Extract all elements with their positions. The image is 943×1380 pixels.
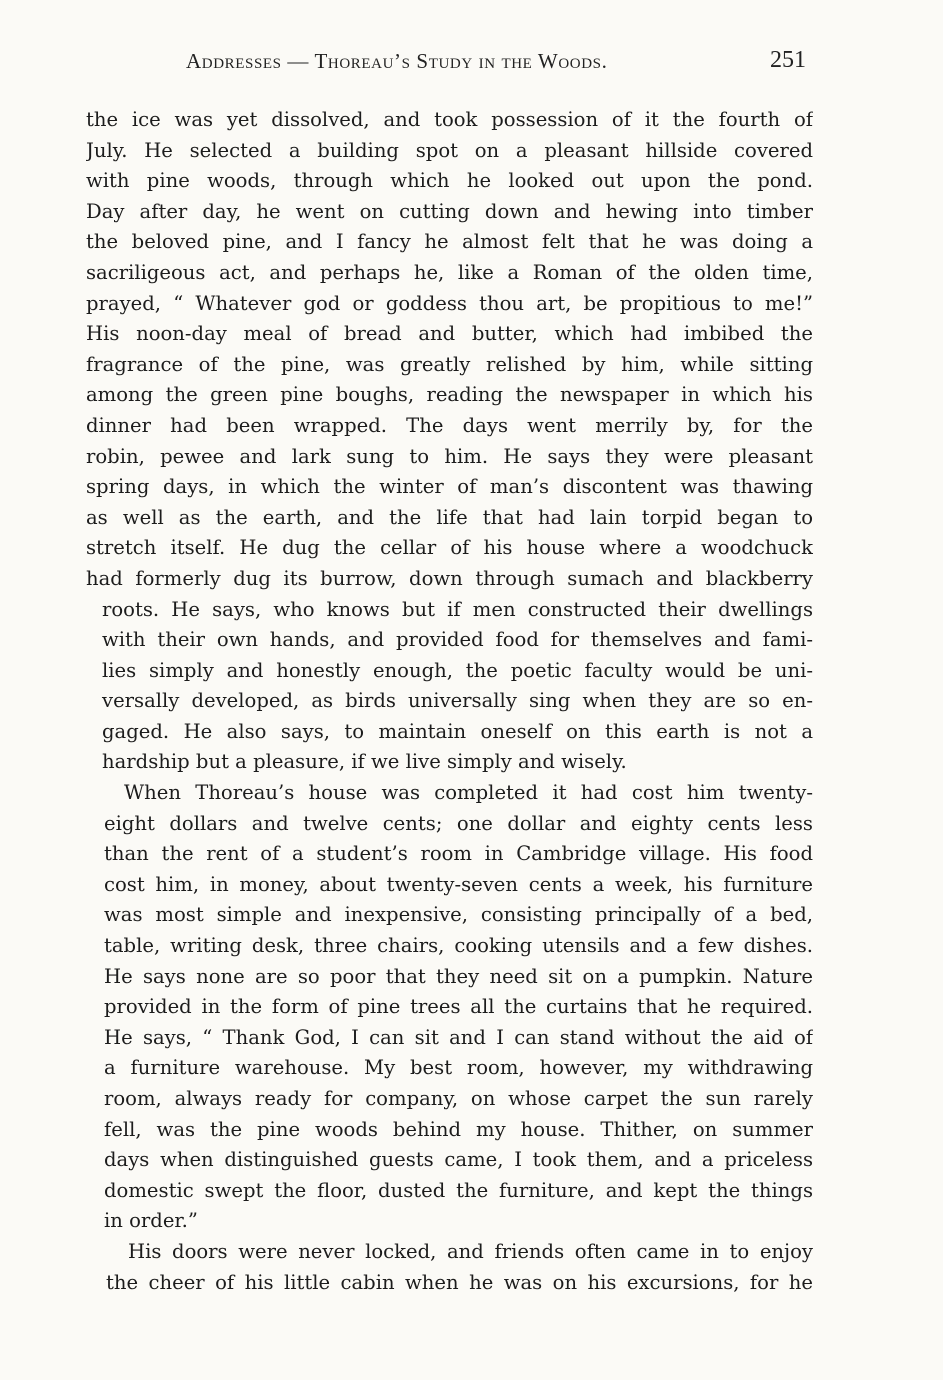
text-line: in order.” [104, 1209, 198, 1233]
text-line: domestic swept the floor, dusted the furniture, and kept the things [104, 1178, 813, 1202]
text-line: days when distinguished guests came, I took them, and a priceless [104, 1148, 813, 1172]
text-line: table, writing desk, three chairs, cooking utensils and a few dishes. [104, 934, 813, 958]
text-line: was most simple and inexpensive, consisting principally of a bed, [104, 903, 813, 927]
text-line: stretch itself. He dug the cellar of his house where a woodchuck [86, 536, 813, 560]
text-line: fragrance of the pine, was greatly relished by him, while sitting [86, 352, 813, 376]
text-line: gaged. He also says, to maintain oneself on this earth is not a [102, 719, 813, 743]
text-line: robin, pewee and lark sung to him. He says they were pleasant [86, 444, 813, 468]
text-line: provided in the form of pine trees all the curtains that he required. [104, 995, 813, 1019]
text-line: prayed, “ Whatever god or goddess thou art, be propitious to me!” [86, 291, 813, 315]
text-line: the ice was yet dissolved, and took possession of it the fourth of [86, 108, 813, 131]
text-line: as well as the earth, and the life that had lain torpid began to [86, 505, 813, 529]
text-line: He says, “ Thank God, I can sit and I can stand without the aid of [104, 1025, 813, 1049]
text-line: dinner had been wrapped. The days went merrily by, for the [86, 413, 813, 437]
paragraph [86, 105, 813, 778]
text-line: sacriligeous act, and perhaps he, like a Roman of the olden time, [86, 260, 813, 284]
text-line: He says none are so poor that they need sit on a pumpkin. Nature [104, 964, 813, 988]
text-line: cost him, in money, about twenty-seven cents a week, his furniture [104, 872, 813, 896]
text-line: among the green pine boughs, reading the newspaper in which his [86, 383, 813, 407]
text-line: the cheer of his little cabin when he was on his excursions, for he [106, 1270, 813, 1294]
page-number: 251 [770, 47, 806, 73]
text-line: lies simply and honestly enough, the poetic faculty would be uni- [102, 658, 813, 682]
text-line: the beloved pine, and I fancy he almost felt that he was doing a [86, 230, 813, 254]
text-line: hardship but a pleasure, if we live simply and wisely. [102, 750, 627, 774]
text-line: room, always ready for company, on whose carpet the sun rarely [104, 1087, 813, 1110]
text-line: eight dollars and twelve cents; one dollar and eighty cents less [104, 811, 813, 835]
text-line: fell, was the pine woods behind my house. Thither, on summer [104, 1117, 813, 1141]
text-line: When Thoreau’s house was completed it had cost him twenty- [124, 781, 813, 805]
text-line: with pine woods, through which he looked out upon the pond. [86, 169, 813, 193]
body-text [86, 105, 813, 1298]
text-line: His doors were never locked, and friends often came in to enjoy [128, 1239, 813, 1263]
text-line: spring days, in which the winter of man’s discontent was thawing [86, 475, 813, 499]
text-line: July. He selected a building spot on a pleasant hillside covered [86, 138, 813, 162]
text-line: Day after day, he went on cutting down and hewing into timber [86, 199, 813, 223]
text-line: with their own hands, and provided food for themselves and fami- [102, 628, 813, 652]
paragraph [86, 1237, 813, 1298]
paragraph [86, 778, 813, 1237]
text-line: roots. He says, who knows but if men constructed their dwellings [102, 597, 813, 621]
running-title: Addresses — Thoreau’s Study in the Woods. [186, 49, 608, 73]
text-line: than the rent of a student’s room in Cambridge village. His food [104, 842, 813, 866]
text-line: versally developed, as birds universally sing when they are so en- [102, 689, 813, 713]
running-head [88, 47, 808, 77]
text-line: His noon-day meal of bread and butter, which had imbibed the [86, 322, 813, 346]
text-line: a furniture warehouse. My best room, however, my withdrawing [104, 1056, 813, 1080]
text-line: had formerly dug its burrow, down through sumach and blackberry [86, 566, 813, 590]
